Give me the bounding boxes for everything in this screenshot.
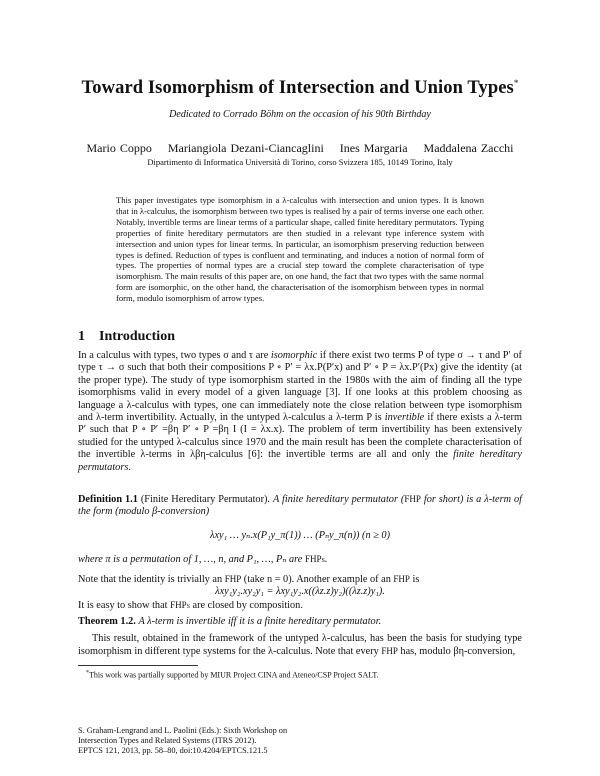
author: Ines Margaria	[339, 141, 408, 155]
equation-fhp: λxy₁ … yₙ.x(P₁y_π(1)) … (Pₙy_π(n)) (n ≥ 0)	[209, 530, 391, 541]
closure-note: It is easy to show that FHPs are closed by composition.	[78, 600, 303, 611]
footnote: *This work was partially supported by MIUR Project CINA and Ateneo/CSP Project SALT.	[86, 670, 379, 680]
definition-where-clause: where π is a permutation of 1, …, n, and P₁, …, Pₙ are FHPs.	[78, 554, 328, 565]
author: Mario Coppo	[86, 141, 152, 155]
footnote-rule	[78, 665, 198, 666]
identity-note: Note that the identity is trivially an FHP (take n = 0). Another example of an FHP is	[78, 574, 420, 585]
section-number: 1	[78, 329, 85, 344]
section-title: Introduction	[99, 329, 175, 344]
author-list	[0, 141, 600, 156]
abstract: This paper investigates type isomorphism in a λ-calculus with intersection and union types. It is known that in λ-calculus, the isomorphism between two types is realised by a pair of terms inverse one each other. Notably, invertible terms are linear terms of a particular shape, called finite hereditary permutators. Typing properties of finite hereditary permutators are then studied in a relevant type inference system with intersection and union types for linear terms. In particular, an isomorphism preserving reduction between types is defined. Reduction of types is confluent and terminating, and induces a notion of normal form of types. The properties of normal types are a crucial step toward the complete characterisation of type isomorphism. The main results of this paper are, on one hand, the fact that two types with the same normal form are isomorphic, on the other hand, the characterisation of the isomorphism between types in normal form, modulo isomorphism of arrow types.	[116, 195, 484, 304]
result-paragraph: This result, obtained in the framework of the untyped λ-calculus, has been the basis for studying type isomorphism in different type systems for the λ-calculus. Note that every FHP has, modulo βη-conversion,	[78, 633, 522, 658]
author: Maddalena Zacchi	[423, 141, 514, 155]
citation-line: S. Graham-Lengrand and L. Paolini (Eds.): Sixth Workshop on	[78, 726, 288, 735]
equation-example: λxy₁y₂.xy₂y₁ = λxy₁y₂.x((λz.z)y₂)((λz.z)y₁).	[215, 586, 385, 597]
definition-1-1: Definition 1.1 (Finite Hereditary Permutator). A finite hereditary permutator (FHP for short) is a λ-term of the form (modulo β-conversion)	[78, 494, 523, 518]
citation-line: EPTCS 121, 2013, pp. 58–80, doi:10.4204/EPTCS.121.5	[78, 746, 268, 756]
citation-line: Intersection Types and Related Systems (ITRS 2012).	[78, 736, 257, 746]
title-footnote-mark: *	[513, 78, 519, 88]
affiliation: Dipartimento di Informatica Università di Torino, corso Svizzera 185, 10149 Torino, Italy	[147, 157, 453, 167]
citation-block	[78, 726, 287, 757]
dedication: Dedicated to Corrado Böhm on the occasion of his 90th Birthday	[169, 109, 431, 120]
section-heading	[78, 329, 175, 345]
author: Mariangiola Dezani-Ciancaglini	[167, 141, 324, 155]
theorem-1-2: Theorem 1.2. A λ-term is invertible iff it is a finite hereditary permutator.	[78, 616, 382, 627]
intro-paragraph: In a calculus with types, two types σ and τ are isomorphic if there exist two terms P of type σ → τ and P′ of type τ → σ such that both their compositions P ∘ P′ = λx.P(P′x) and P′ ∘ P = λx.P′(Px) give the identity (at the proper type). The study of type isomorphism started in the 1980s with the aim of finding all the type isomorphisms valid in every model of a given language [3]. If one looks at this problem choosing as language a λ-calculus with types, one can immediately note the close relation between type isomorphism and λ-term invertibility. Actually, in the untyped λ-calculus a λ-term P is invertible if there exists a λ-term P′ such that P ∘ P′ =βη P′ ∘ P =βη I (I = λx.x). The problem of term invertibility has been extensively studied for the untyped λ-calculus since 1970 and the main result has been the complete characterisation of the invertible λ-terms in λβη-calculus [6]: the invertible terms are all and only the finite hereditary permutators.	[78, 350, 523, 473]
paper-title: Toward Isomorphism of Intersection and Union Types*	[81, 78, 519, 99]
